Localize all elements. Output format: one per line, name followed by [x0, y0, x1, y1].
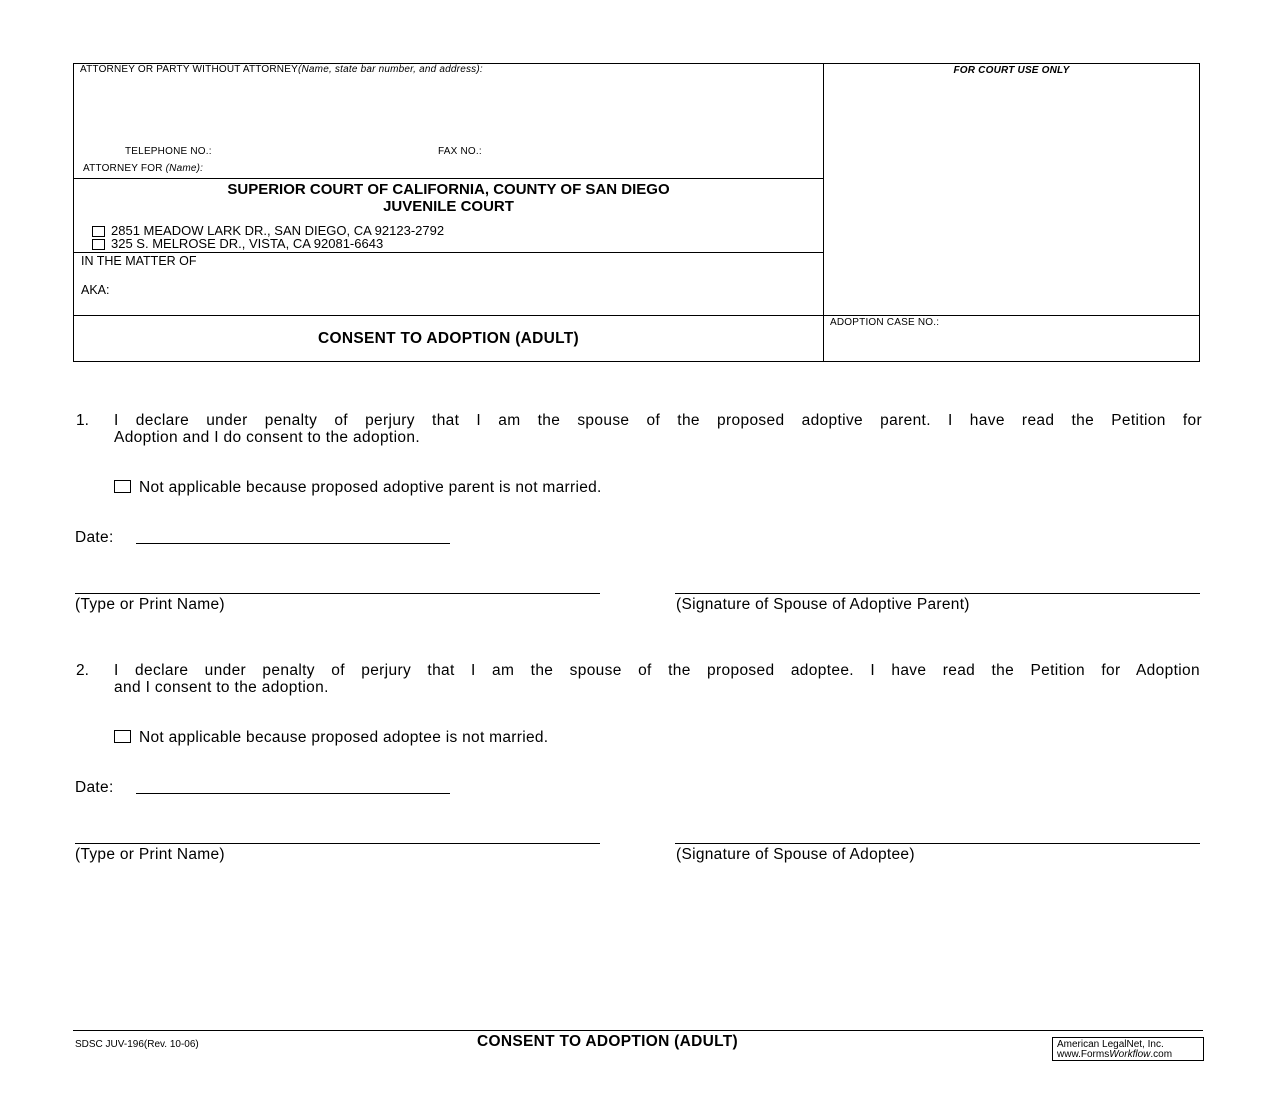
publisher-url-italic: Workflow	[1109, 1049, 1151, 1060]
header-divider-2	[73, 252, 824, 253]
attorney-label-text: ATTORNEY OR PARTY WITHOUT ATTORNEY	[80, 64, 298, 75]
section-1-date-label: Date:	[75, 529, 114, 546]
fax-label: FAX NO.:	[438, 146, 482, 157]
form-title: CONSENT TO ADOPTION (ADULT)	[318, 330, 579, 347]
section-2-line-1: I declare under penalty of perjury that I am the spouse of the proposed adoptee. I have read the Petition for Adoption	[114, 662, 1200, 679]
address-option-2[interactable]	[92, 237, 383, 250]
attorney-for-text: ATTORNEY FOR	[83, 163, 163, 174]
section-2-number: 2.	[76, 662, 89, 679]
publisher-line-1: American LegalNet, Inc.	[1057, 1039, 1164, 1050]
section-2-date-line[interactable]	[136, 793, 450, 794]
court-use-label: FOR COURT USE ONLY	[953, 65, 1070, 76]
section-2-line-2: and I consent to the adoption.	[114, 679, 329, 696]
address-1-checkbox[interactable]	[92, 226, 105, 237]
section-2-not-applicable[interactable]	[114, 729, 548, 747]
section-1-line-1: I declare under penalty of perjury that I am the spouse of the proposed adoptive parent. I have read the Petition for	[114, 412, 1202, 429]
section-1-checkbox-label: Not applicable because proposed adoptive parent is not married.	[139, 479, 602, 496]
publisher-url-suffix: .com	[1150, 1049, 1173, 1060]
case-no-label: ADOPTION CASE NO.:	[830, 317, 940, 328]
section-2-declaration	[114, 662, 1200, 696]
section-2-name-line[interactable]	[75, 843, 600, 844]
section-2-date-label: Date:	[75, 779, 114, 796]
court-line-2: JUVENILE COURT	[383, 198, 514, 215]
section-1-checkbox[interactable]	[114, 480, 131, 493]
section-1-date-line[interactable]	[136, 543, 450, 544]
footer-title: CONSENT TO ADOPTION (ADULT)	[477, 1033, 738, 1050]
publisher-line-2	[1057, 1050, 1199, 1060]
attorney-label	[80, 64, 483, 75]
footer-rule	[73, 1030, 1203, 1031]
section-1-print-name-label: (Type or Print Name)	[75, 596, 225, 613]
section-1-number: 1.	[76, 412, 89, 429]
section-1-not-applicable[interactable]	[114, 479, 602, 497]
court-line-1: SUPERIOR COURT OF CALIFORNIA, COUNTY OF SAN DIEGO	[227, 181, 670, 198]
section-1-declaration	[114, 412, 1202, 446]
address-1-text: 2851 MEADOW LARK DR., SAN DIEGO, CA 92123-2792	[111, 223, 445, 238]
section-2-print-name-label: (Type or Print Name)	[75, 846, 225, 863]
telephone-label: TELEPHONE NO.:	[125, 146, 212, 157]
publisher-url-prefix: www.Forms	[1057, 1049, 1110, 1060]
aka-label: AKA:	[81, 283, 110, 297]
publisher-badge	[1052, 1037, 1204, 1061]
section-1-line-2: Adoption and I do consent to the adoption.	[114, 429, 420, 446]
attorney-for-label	[83, 163, 203, 174]
section-2-checkbox-label: Not applicable because proposed adoptee is not married.	[139, 729, 549, 746]
section-2-signature-line[interactable]	[675, 843, 1200, 844]
address-2-checkbox[interactable]	[92, 239, 105, 250]
address-2-text: 325 S. MELROSE DR., VISTA, CA 92081-6643	[111, 236, 384, 251]
attorney-for-italic: (Name):	[165, 163, 204, 174]
matter-label: IN THE MATTER OF	[81, 254, 197, 268]
section-1-signature-label: (Signature of Spouse of Adoptive Parent)	[676, 596, 970, 613]
section-2-signature-label: (Signature of Spouse of Adoptee)	[676, 846, 915, 863]
court-name	[73, 181, 824, 215]
header-divider-3	[73, 315, 1200, 316]
section-1-name-line[interactable]	[75, 593, 600, 594]
header-divider-1	[73, 178, 824, 179]
section-1-signature-line[interactable]	[675, 593, 1200, 594]
form-code: SDSC JUV-196(Rev. 10-06)	[75, 1039, 199, 1050]
attorney-label-italic: (Name, state bar number, and address):	[297, 64, 483, 75]
section-2-checkbox[interactable]	[114, 730, 131, 743]
